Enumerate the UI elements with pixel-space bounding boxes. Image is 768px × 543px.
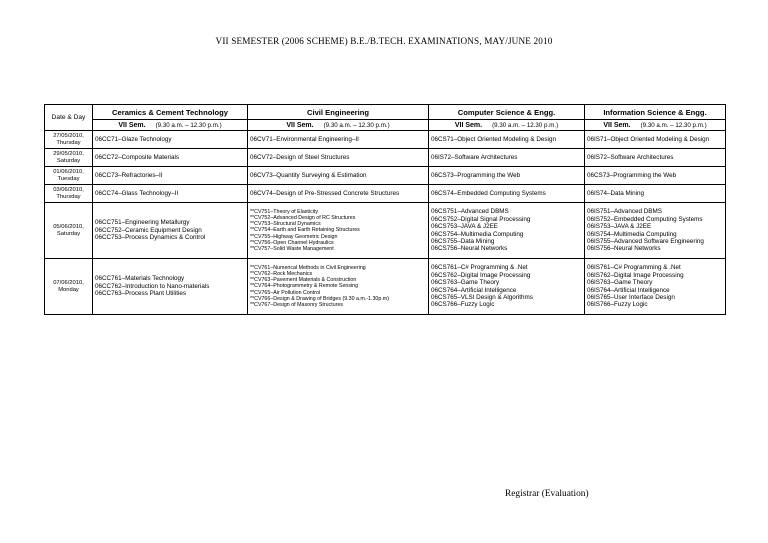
- subject-entry: 06CC751–Engineering Metallurgy: [95, 219, 190, 227]
- exam-date: 27/05/2010,: [53, 132, 84, 139]
- subject-entry: 06IS71–Object Oriented Modeling & Design: [587, 135, 710, 143]
- subject-cell: [248, 131, 429, 149]
- subject-entry: 06IS765–User Interface Design: [587, 293, 675, 301]
- subject-entry: 06IS752–Embedded Computing Systems: [587, 215, 703, 223]
- page-title: VII SEMESTER (2006 SCHEME) B.E./B.TECH. EXAMINATIONS, MAY/JUNE 2010: [215, 36, 553, 46]
- subject-entry: 06CS73–Programming the Web: [431, 171, 521, 179]
- exam-day: Saturday: [56, 157, 81, 164]
- subject-cell: [248, 259, 429, 315]
- subject-entry: 06IS754–Multimedia Computing: [587, 230, 677, 238]
- subject-entry: 06IS761–C# Programming & .Net: [587, 264, 681, 272]
- subject-entry: **CV751–Theory of Elasticity: [250, 208, 319, 215]
- subject-entry: **CV754–Earth and Earth Retaining Structures: [250, 227, 360, 234]
- session-ceramics: [93, 120, 248, 131]
- subject-cell: [248, 203, 429, 259]
- time-label: (9.30 a.m. – 12.30 p.m.): [492, 121, 559, 129]
- subject-cell: [429, 167, 585, 185]
- subject-cell: [585, 131, 726, 149]
- session-civil: [248, 120, 429, 131]
- date-cell: [45, 259, 93, 315]
- subject-entry: 06CV74–Design of Pre-Stressed Concrete Structures: [250, 189, 400, 197]
- subject-cell: [93, 167, 248, 185]
- subject-entry: 06CC763–Process Plant Utilities: [95, 290, 186, 298]
- subject-entry: **CV767–Design of Masonry Structures: [250, 302, 344, 308]
- subject-entry: 06CS73–Programming the Web: [587, 171, 677, 179]
- subject-entry: **CV763–Pavement Materials & Construction: [250, 277, 357, 284]
- subject-entry: 06CV72–Design of Steel Structures: [250, 153, 350, 161]
- exam-day: Thursday: [56, 139, 81, 146]
- exam-timetable: [44, 104, 726, 315]
- subject-entry: 06IS74–Data Mining: [587, 189, 645, 197]
- subject-entry: 06IS763–Game Theory: [587, 279, 653, 287]
- subject-cell: [585, 167, 726, 185]
- exam-date: 07/06/2010,: [53, 279, 84, 286]
- table-row: [45, 167, 726, 185]
- table-row: [45, 185, 726, 203]
- subject-entry: **CV755–Highway Geometric Design: [250, 233, 338, 240]
- subject-entry: 06CS751–Advanced DBMS: [431, 208, 509, 216]
- subject-cell: [248, 185, 429, 203]
- table-row: [45, 203, 726, 259]
- date-cell: [45, 203, 93, 259]
- exam-date: 29/05/2010,: [53, 150, 84, 157]
- subject-entry: 06CS762–Digital Image Processing: [431, 271, 531, 279]
- subject-entry: **CV762–Rock Mechanics: [250, 270, 313, 277]
- subject-entry: **CV764–Photogrammetry & Remote Sensing: [250, 283, 359, 290]
- subject-entry: **CV761–Numerical Methods in Civil Engineering: [250, 264, 366, 271]
- subject-cell: [93, 185, 248, 203]
- sem-label: VII Sem.: [118, 121, 146, 129]
- branch-header-cse: Computer Science & Engg.: [429, 105, 585, 120]
- subject-entry: 06CS764–Artificial Intelligence: [431, 286, 517, 294]
- date-cell: [45, 185, 93, 203]
- subject-entry: 06IS751–Advanced DBMS: [587, 208, 662, 216]
- exam-day: Saturday: [56, 230, 81, 237]
- time-label: (9.30 a.m. – 12.30 p.m.): [640, 121, 707, 129]
- subject-entry: 06CS71–Object Oriented Modeling & Design: [431, 135, 556, 143]
- sem-label: VII Sem.: [286, 121, 314, 129]
- date-cell: [45, 149, 93, 167]
- subject-entry: 06CS754–Multimedia Computing: [431, 230, 524, 238]
- subject-cell: [585, 185, 726, 203]
- subject-entry: 06IS764–Artificial Intelligence: [587, 286, 670, 294]
- subject-entry: 06IS72–Software Architectures: [587, 153, 674, 161]
- subject-entry: **CV766–Design & Drawing of Bridges (9.30 a.m.-1.30p.m): [250, 295, 389, 302]
- exam-day: Tuesday: [57, 175, 80, 182]
- session-cse: [429, 120, 585, 131]
- subject-cell: [93, 259, 248, 315]
- header-row-session: [45, 120, 726, 131]
- subject-entry: 06CS761–C# Programming & .Net: [431, 264, 528, 272]
- subject-entry: 06IS756–Neural Networks: [587, 245, 661, 253]
- subject-cell: [429, 203, 585, 259]
- registrar-signature-label: Registrar (Evaluation): [505, 489, 589, 499]
- subject-cell: [93, 149, 248, 167]
- date-cell: [45, 131, 93, 149]
- subject-entry: 06CS74–Embedded Computing Systems: [431, 189, 546, 197]
- subject-entry: 06CC71–Glaze Technology: [95, 135, 172, 143]
- exam-date: 03/06/2010,: [53, 186, 84, 193]
- time-label: (9.30 a.m. – 12.30 p.m.): [323, 121, 390, 129]
- subject-entry: 06CS766–Fuzzy Logic: [431, 301, 495, 309]
- subject-cell: [93, 203, 248, 259]
- subject-entry: 06IS762–Digital Image Processing: [587, 271, 684, 279]
- subject-cell: [585, 203, 726, 259]
- sem-label: VII Sem.: [454, 121, 483, 129]
- date-cell: [45, 167, 93, 185]
- table-row: [45, 259, 726, 315]
- subject-entry: 06CC762–Introduction to Nano-materials: [95, 282, 210, 290]
- subject-entry: **CV752–Advanced Design of RC Structures: [250, 214, 356, 221]
- header-row-branches: [45, 105, 726, 120]
- subject-entry: 06CC74–Glass Technology–II: [95, 189, 179, 197]
- exam-day: Thursday: [56, 193, 81, 200]
- exam-date: 01/06/2010,: [53, 168, 84, 175]
- subject-entry: 06CV71–Environmental Engineering–II: [250, 135, 359, 143]
- subject-entry: 06CC761–Materials Technology: [95, 275, 185, 283]
- subject-entry: **CV757–Solid Waste Management: [250, 246, 334, 252]
- subject-cell: [248, 149, 429, 167]
- subject-entry: 06IS766–Fuzzy Logic: [587, 301, 648, 309]
- exam-day: Monday: [58, 286, 79, 293]
- subject-cell: [585, 259, 726, 315]
- subject-cell: [248, 167, 429, 185]
- branch-header-civil: Civil Engineering: [248, 105, 429, 120]
- subject-entry: 06CC753–Process Dynamics & Control: [95, 234, 206, 242]
- session-ise: [585, 120, 726, 131]
- sem-label: VII Sem.: [603, 121, 631, 129]
- time-label: (9.30 a.m. – 12.30 p.m.): [155, 121, 222, 129]
- subject-entry: 06CS756–Neural Networks: [431, 245, 508, 253]
- subject-entry: **CV756–Open Channel Hydraulics: [250, 239, 334, 246]
- table-row: [45, 149, 726, 167]
- subject-cell: [93, 131, 248, 149]
- subject-entry: 06IS753–JAVA & J2EE: [587, 223, 652, 231]
- branch-header-ceramics: Ceramics & Cement Technology: [93, 105, 248, 120]
- subject-entry: 06CV73–Quantity Surveying & Estimation: [250, 171, 367, 179]
- subject-cell: [429, 259, 585, 315]
- subject-entry: 06CS765–VLSI Design & Algorithms: [431, 293, 533, 301]
- subject-entry: 06CC73–Refractories–II: [95, 171, 163, 179]
- subject-entry: 06CC72–Composite Materials: [95, 153, 179, 161]
- subject-entry: 06IS72–Software Architectures: [431, 153, 518, 161]
- subject-entry: **CV753–Structural Dynamics: [250, 221, 321, 228]
- subject-cell: [429, 131, 585, 149]
- table-row: [45, 131, 726, 149]
- subject-entry: 06CS753–JAVA & J2EE: [431, 223, 498, 231]
- subject-entry: 06IS755–Advanced Software Engineering: [587, 237, 704, 245]
- subject-entry: 06CC752–Ceramic Equipment Design: [95, 226, 202, 234]
- subject-cell: [429, 149, 585, 167]
- subject-entry: **CV765–Air Pollution Control: [250, 289, 321, 296]
- subject-entry: 06CS752–Digital Signal Processing: [431, 215, 531, 223]
- subject-cell: [585, 149, 726, 167]
- subject-entry: 06CS763–Game Theory: [431, 279, 500, 287]
- subject-entry: 06CS755–Data Mining: [431, 237, 495, 245]
- exam-date: 05/06/2010,: [53, 223, 84, 230]
- date-header: Date & Day: [45, 105, 93, 131]
- subject-cell: [429, 185, 585, 203]
- branch-header-ise: Information Science & Engg.: [585, 105, 726, 120]
